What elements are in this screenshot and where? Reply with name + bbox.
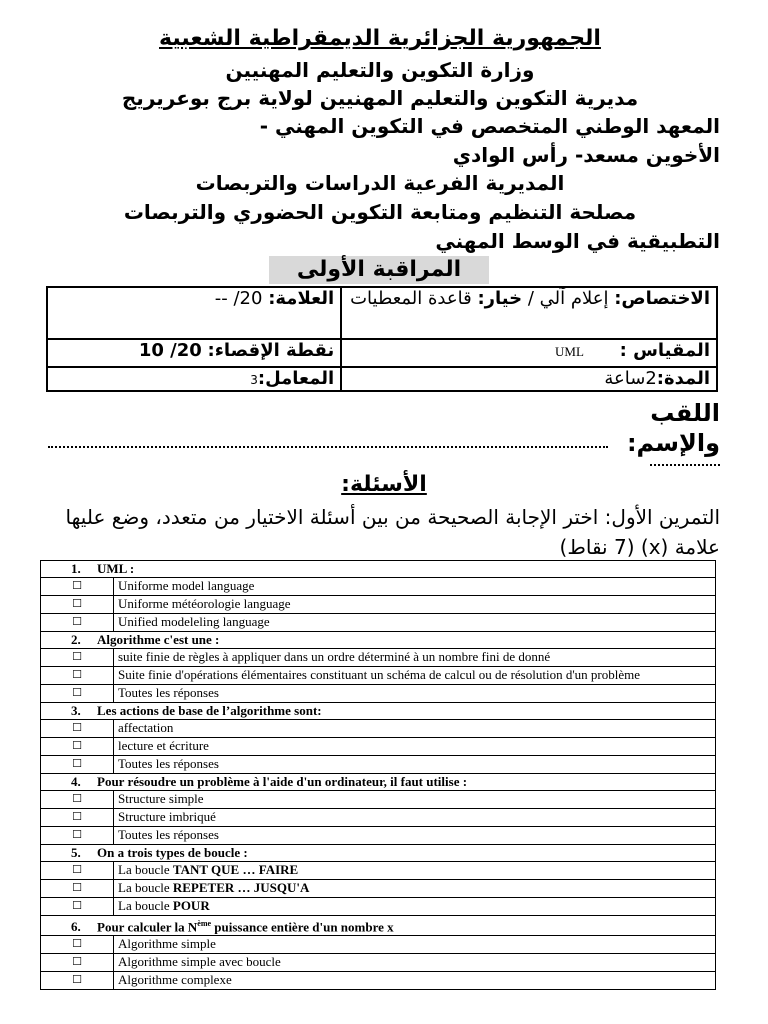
checkbox[interactable]: ☐: [41, 972, 114, 990]
checkbox[interactable]: ☐: [41, 596, 114, 614]
question-1: 1. UML :: [41, 561, 716, 578]
checkbox[interactable]: ☐: [41, 614, 114, 632]
option-text: Algorithme complexe: [114, 972, 716, 990]
duration-label: المدة:: [656, 368, 710, 389]
grade-cell: [47, 287, 341, 339]
option-value: قاعدة المعطيات: [350, 288, 472, 309]
option-text: Toutes les réponses: [114, 756, 716, 774]
question-5: 5. On a trois types de boucle :: [41, 845, 716, 862]
service-line-continued: التطبيقية في الوسط المهني: [435, 229, 720, 253]
service-line: مصلحة التنظيم ومتابعة التكوين الحضوري والتربصات: [123, 200, 637, 224]
option-text: Algorithme simple avec boucle: [114, 954, 716, 972]
option-text: suite finie de règles à appliquer dans un ordre déterminé à un nombre fini de donné: [114, 649, 716, 667]
questions-title: الأسئلة:: [341, 472, 427, 497]
option-label: خيار:: [477, 288, 523, 309]
ministry-line: وزارة التكوين والتعليم المهنيين: [225, 58, 535, 82]
checkbox[interactable]: ☐: [41, 649, 114, 667]
checkbox[interactable]: ☐: [41, 809, 114, 827]
exam-info-table: [46, 286, 718, 392]
checkbox[interactable]: ☐: [41, 667, 114, 685]
module-cell: [341, 339, 717, 367]
checkbox[interactable]: ☐: [41, 756, 114, 774]
coefficient-cell: [47, 367, 341, 391]
checkbox[interactable]: ☐: [41, 827, 114, 845]
specialty-label: الاختصاص:: [614, 288, 710, 309]
option-text: Toutes les réponses: [114, 685, 716, 703]
grade-value: -- /20: [214, 288, 263, 309]
option-text: Unified modeleling language: [114, 614, 716, 632]
sub-directorate-line: المديرية الفرعية الدراسات والتربصات: [195, 171, 565, 195]
checkbox[interactable]: ☐: [41, 685, 114, 703]
checkbox[interactable]: ☐: [41, 936, 114, 954]
checkbox[interactable]: ☐: [41, 880, 114, 898]
mcq-table: [40, 560, 716, 990]
exclusion-cell: [47, 339, 341, 367]
specialty-cell: [341, 287, 717, 339]
checkbox[interactable]: ☐: [41, 898, 114, 916]
module-label: المقياس :: [619, 340, 710, 361]
exercise-1-instructions: التمرين الأول: اختر الإجابة الصحيحة من بين أسئلة الاختيار من متعدد، وضع عليها علامة (x) (7 نقاط): [65, 505, 720, 559]
option-text: Suite finie d'opérations élémentaires constituant un schéma de calcul ou de résolution d'un problème: [114, 667, 716, 685]
option-text: La boucle POUR: [114, 898, 716, 916]
coefficient-label: المعامل:: [257, 368, 335, 389]
grade-label: العلامة:: [268, 288, 335, 309]
name-dotted-line: [48, 446, 608, 448]
name-label: اللقب والإسم:: [626, 399, 720, 457]
duration-cell: [341, 367, 717, 391]
checkbox[interactable]: ☐: [41, 862, 114, 880]
duration-value: 2ساعة: [604, 368, 657, 389]
checkbox[interactable]: ☐: [41, 578, 114, 596]
question-3: 3. Les actions de base de l’algorithme sont:: [41, 703, 716, 720]
option-text: Toutes les réponses: [114, 827, 716, 845]
option-text: Uniforme model language: [114, 578, 716, 596]
checkbox[interactable]: ☐: [41, 720, 114, 738]
exclusion-label: نقطة الإقصاء:: [207, 340, 335, 361]
module-value: UML: [555, 344, 584, 359]
option-text: lecture et écriture: [114, 738, 716, 756]
name-dotted-line-2: [650, 464, 720, 466]
checkbox[interactable]: ☐: [41, 791, 114, 809]
coefficient-value: 3: [250, 373, 258, 387]
directorate-line: مديرية التكوين والتعليم المهنيين لولاية برج بوعريريج: [121, 86, 639, 110]
checkbox[interactable]: ☐: [41, 954, 114, 972]
option-text: Uniforme météorologie language: [114, 596, 716, 614]
option-text: affectation: [114, 720, 716, 738]
question-2: 2. Algorithme c'est une :: [41, 632, 716, 649]
institute-line: المعهد الوطني المتخصص في التكوين المهني -: [259, 114, 720, 138]
specialty-value: إعلام آلي /: [527, 288, 609, 309]
exam-title: المراقبة الأولى: [269, 256, 489, 284]
option-text: Structure simple: [114, 791, 716, 809]
option-text: La boucle REPETER … JUSQU'A: [114, 880, 716, 898]
checkbox[interactable]: ☐: [41, 738, 114, 756]
option-text: Structure imbriqué: [114, 809, 716, 827]
question-6: 6. Pour calculer la $N^{ème}$ puissance entière d'un nombre x: [41, 916, 716, 936]
question-4: 4. Pour résoudre un problème à l'aide d'un ordinateur, il faut utilise :: [41, 774, 716, 791]
republic-title: الجمهورية الجزائرية الديمقراطية الشعبية: [159, 26, 601, 51]
exclusion-value: 10 /20: [138, 340, 202, 361]
option-text: Algorithme simple: [114, 936, 716, 954]
institute-location-line: الأخوين مسعد- رأس الوادي: [452, 143, 720, 167]
option-text: La boucle TANT QUE … FAIRE: [114, 862, 716, 880]
